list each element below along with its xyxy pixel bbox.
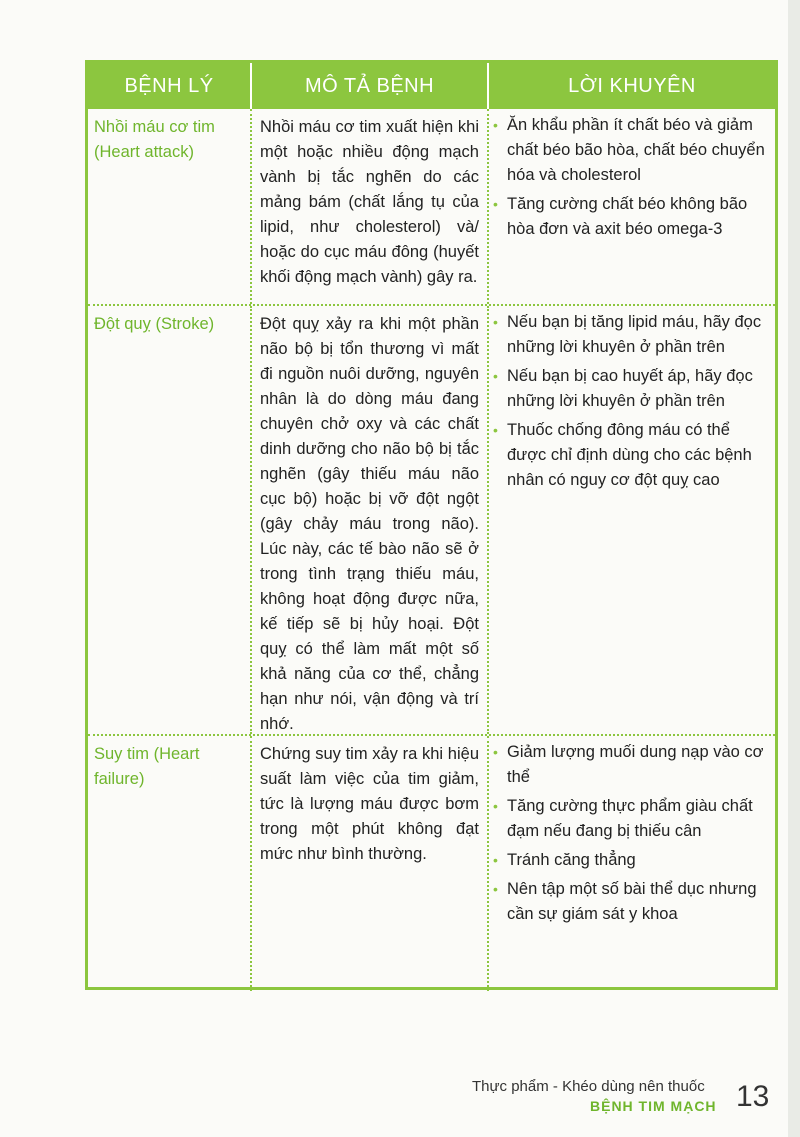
disease-name: Đột quỵ (Stroke) xyxy=(88,306,252,734)
disease-name: Nhồi máu cơ tim (Heart attack) xyxy=(88,109,252,304)
list-item: • Tăng cường chất béo không bão hòa đơn và axit béo omega-3 xyxy=(493,192,767,242)
list-item: • Tăng cường thực phẩm giàu chất đạm nếu đang bị thiếu cân xyxy=(493,794,767,844)
page-edge xyxy=(788,0,800,1137)
advice-list xyxy=(489,736,775,991)
table-row xyxy=(88,306,775,736)
bullet-icon: • xyxy=(493,422,498,438)
header-description: MÔ TẢ BỆNH xyxy=(252,63,489,109)
disease-description: Nhồi máu cơ tim xuất hiện khi một hoặc nhiều động mạch vành bị tắc nghẽn do các mảng bám (chất lắng tụ của lipid, như cholesterol) và/ hoặc do cục máu đông (huyết khối động mạch vành) gây ra. xyxy=(252,109,489,304)
header-advice: LỜI KHUYÊN xyxy=(568,74,696,97)
bullet-icon: • xyxy=(493,368,498,384)
book-title: BỆNH TIM MẠCH xyxy=(590,1098,717,1114)
page-number: 13 xyxy=(736,1080,770,1113)
bullet-icon: • xyxy=(493,196,498,212)
list-item: • Ăn khẩu phần ít chất béo và giảm chất béo bão hòa, chất béo chuyển hóa và cholesterol xyxy=(493,113,767,188)
disease-description: Đột quỵ xảy ra khi một phần não bộ bị tổn thương vì mất đi nguồn nuôi dưỡng, nguyên nhân là do dòng máu đang chuyên chở oxy và các chất dinh dưỡng cho não bộ bị tắc nghẽn (gây thiếu máu não cục bộ) hoặc bị vỡ đột ngột (gây chảy máu trong não). Lúc này, các tế bào não sẽ ở trong tình trạng thiếu máu, không hoạt động được nữa, kế tiếp sẽ bị hủy hoại. Đột quỵ có thể làm mất một số khả năng của cơ thể, chẳng hạn như nói, vận động và trí nhớ. xyxy=(252,306,489,734)
disease-name: Suy tim (Heart failure) xyxy=(88,736,252,991)
bullet-icon: • xyxy=(493,881,498,897)
bullet-icon: • xyxy=(493,314,498,330)
disease-table xyxy=(85,60,778,990)
table-row xyxy=(88,736,775,991)
bullet-icon: • xyxy=(493,798,498,814)
advice-list xyxy=(489,109,775,304)
list-item: • Thuốc chống đông máu có thể được chỉ định dùng cho các bệnh nhân có nguy cơ đột quỵ cao xyxy=(493,418,767,493)
table-row xyxy=(88,109,775,306)
bullet-icon: • xyxy=(493,117,498,133)
list-item: • Nếu bạn bị tăng lipid máu, hãy đọc những lời khuyên ở phần trên xyxy=(493,310,767,360)
list-item: • Giảm lượng muối dung nạp vào cơ thể xyxy=(493,740,767,790)
table-header xyxy=(88,63,775,109)
list-item: • Tránh căng thẳng xyxy=(493,848,767,873)
list-item: • Nếu bạn bị cao huyết áp, hãy đọc những lời khuyên ở phần trên xyxy=(493,364,767,414)
bullet-icon: • xyxy=(493,744,498,760)
book-subtitle: Thực phẩm - Khéo dùng nên thuốc xyxy=(472,1078,705,1095)
advice-list xyxy=(489,306,775,734)
bullet-icon: • xyxy=(493,852,498,868)
disease-description: Chứng suy tim xảy ra khi hiệu suất làm việc của tim giảm, tức là lượng máu được bơm trong một phút không đạt mức như bình thường. xyxy=(252,736,489,991)
list-item: • Nên tập một số bài thể dục nhưng cần sự giám sát y khoa xyxy=(493,877,767,927)
header-disease: BỆNH LÝ xyxy=(88,63,252,109)
